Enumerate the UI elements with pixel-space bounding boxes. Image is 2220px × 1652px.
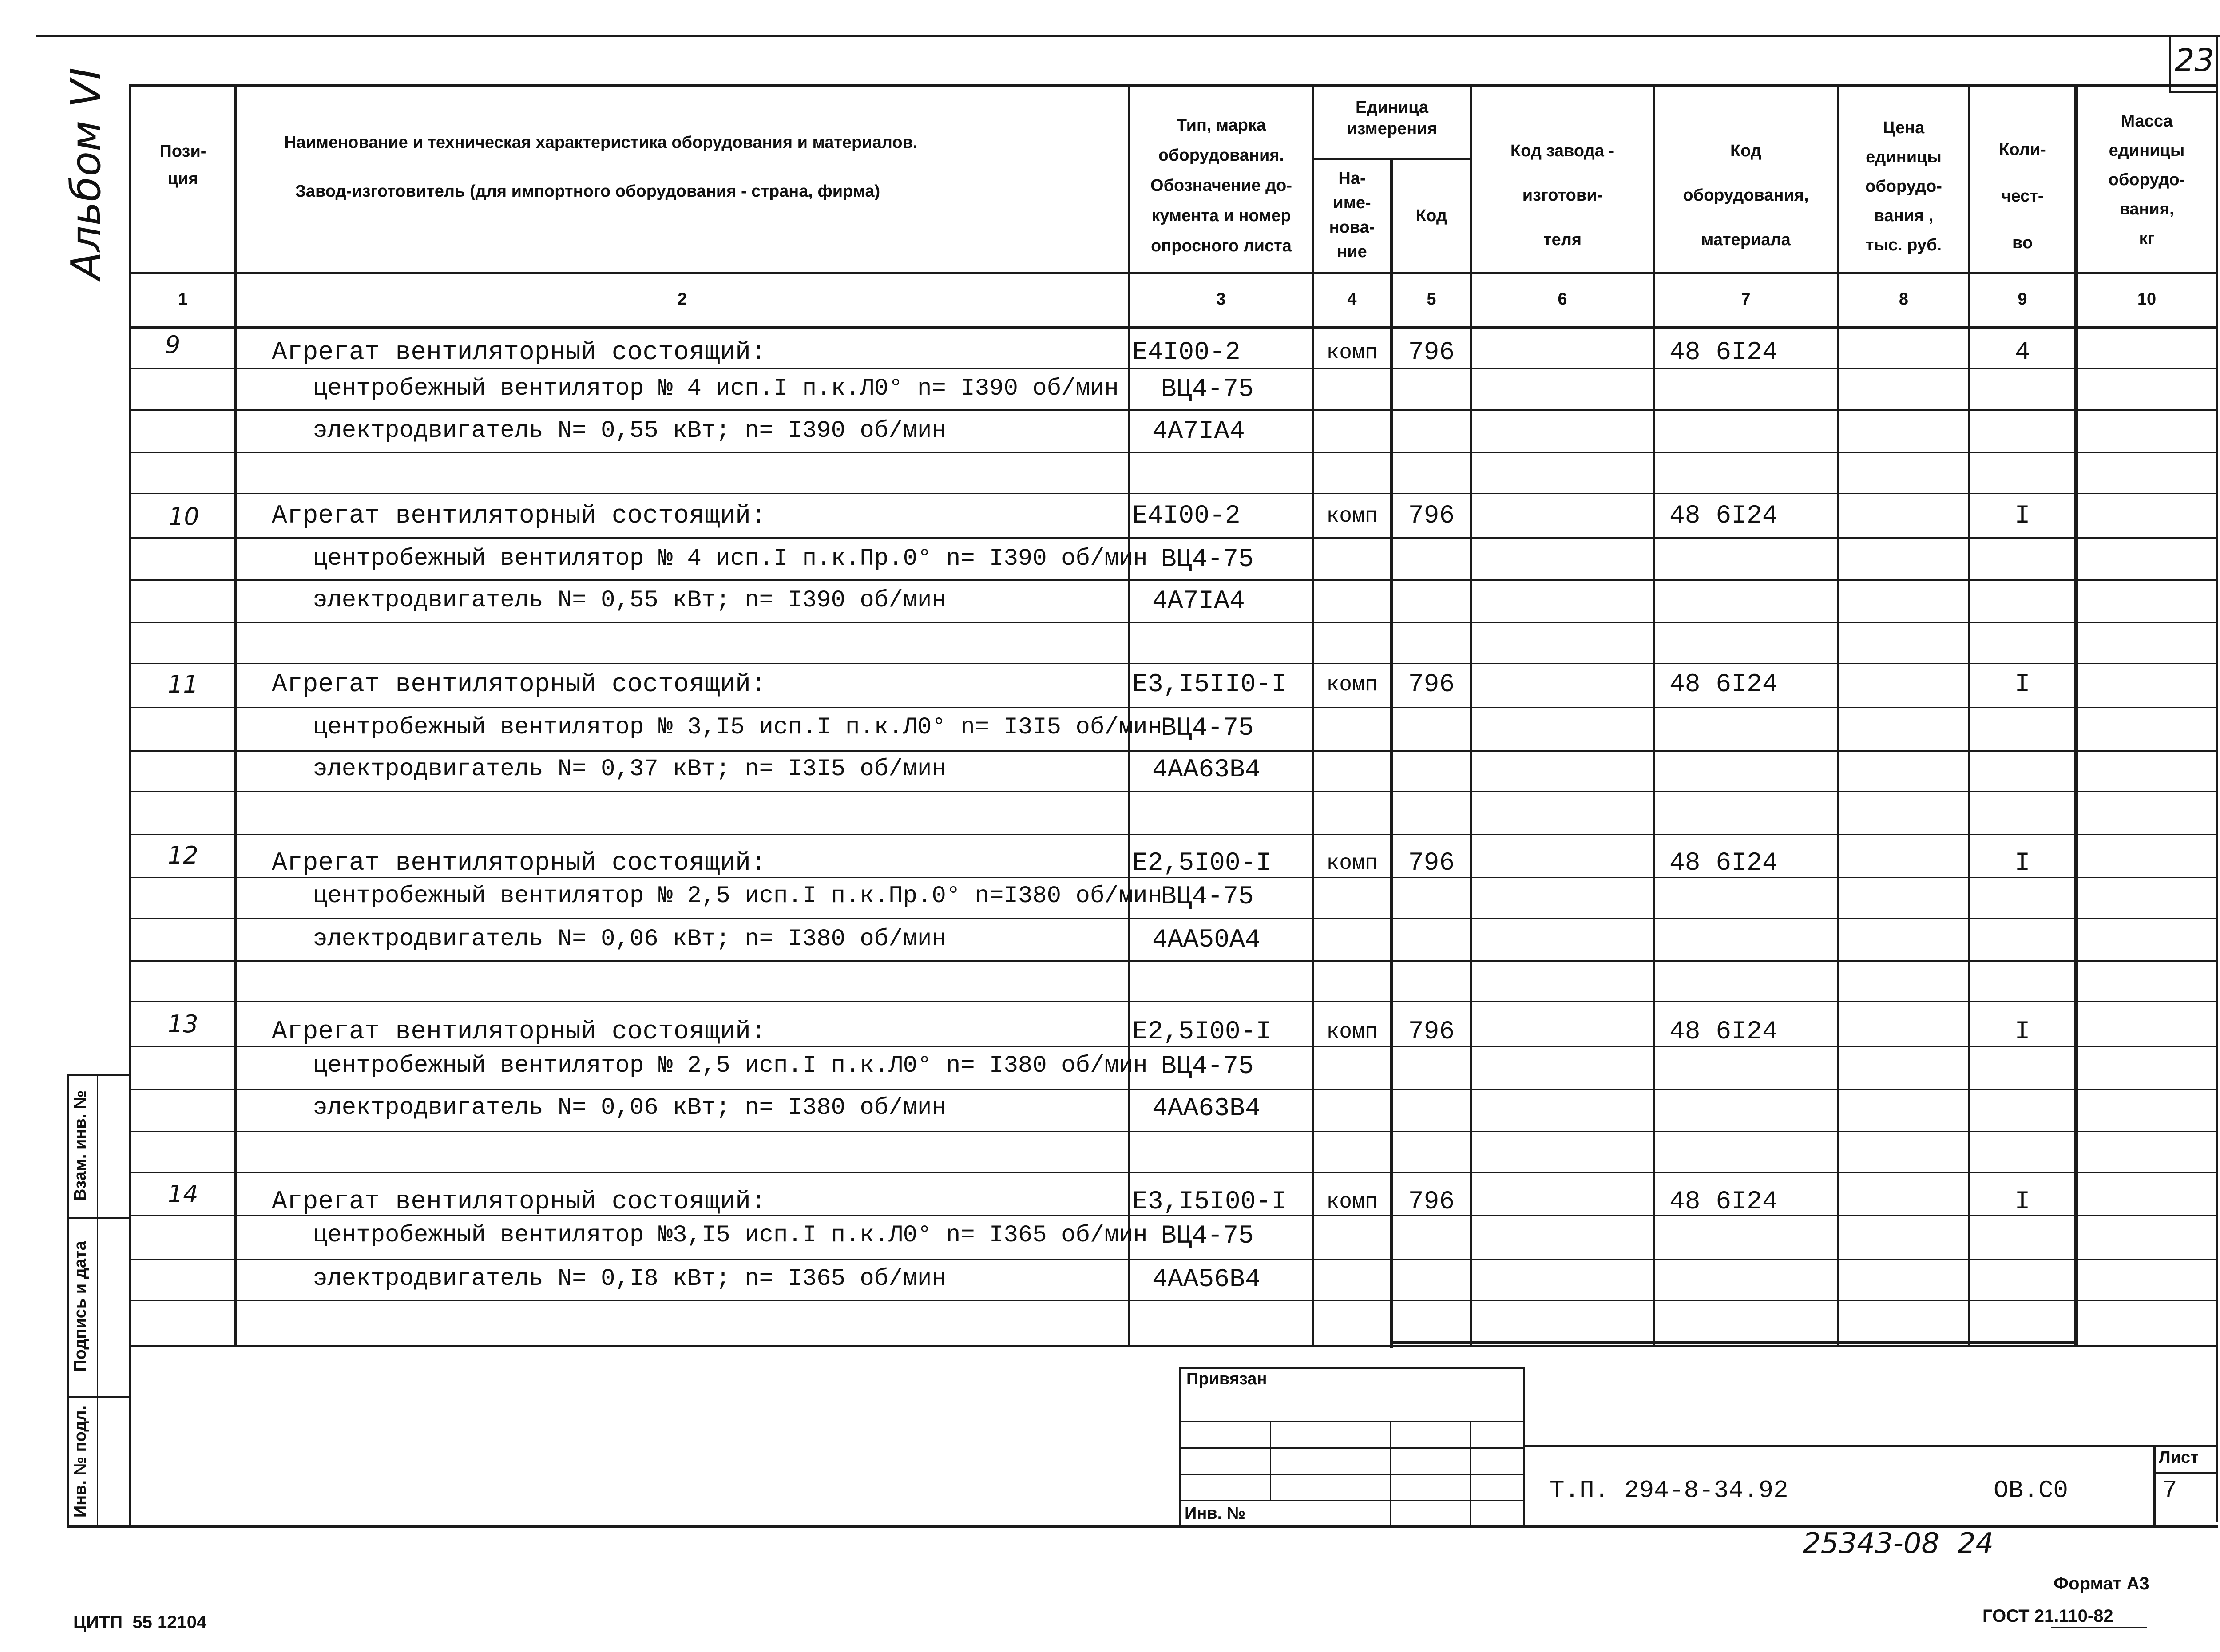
- col-line-4: [1390, 158, 1393, 1348]
- stamp-inner: [97, 1074, 98, 1527]
- row-line: [129, 409, 2216, 411]
- stamp-left-edge: [67, 1074, 69, 1527]
- row-line: [129, 663, 2216, 664]
- row-motor-type: 4АА56В4: [1152, 1265, 1261, 1294]
- row-line: [129, 707, 2216, 708]
- row-line: [129, 1259, 2216, 1260]
- row-unit: комп: [1326, 341, 1378, 365]
- footer-left: ЦИТП 55 12104: [73, 1612, 207, 1632]
- frame-top: [36, 35, 2220, 37]
- row-line: [129, 960, 2216, 962]
- row-title: Агрегат вентиляторный состоящий:: [272, 1188, 766, 1216]
- col-number-4: 4: [1347, 290, 1357, 309]
- header-price: Цена единицы оборудо- вания , тыс. руб.: [1865, 119, 1942, 254]
- sheet-number-top: 23: [2174, 42, 2215, 79]
- row-line: [129, 579, 2216, 581]
- col-number-8: 8: [1899, 290, 1909, 309]
- stamp-inv-no: Инв. № подл.: [71, 1405, 90, 1518]
- row-fan-type: ВЦ4-75: [1161, 883, 1254, 911]
- footer-format: Формат А3: [2054, 1574, 2149, 1593]
- data-block-bottom: [1390, 1341, 2078, 1344]
- row-line: [129, 750, 2216, 752]
- row-position: 9: [165, 331, 181, 359]
- row-fan-type: ВЦ4-75: [1161, 545, 1254, 574]
- row-quantity: I: [2014, 849, 2030, 878]
- row-quantity: I: [2014, 1188, 2030, 1216]
- row-fan: центробежный вентилятор № 4 исп.I п.к.Пр.0° n= I390 об/мин: [313, 545, 1148, 572]
- row-unit-code: 796: [1408, 670, 1455, 699]
- colnum-bottom: [129, 326, 2216, 329]
- row-fan-type: ВЦ4-75: [1161, 714, 1254, 743]
- header-quantity: Коли- чест- во: [1999, 140, 2046, 252]
- row-line: [129, 1172, 2216, 1173]
- row-fan: центробежный вентилятор № 3,I5 исп.I п.к.Л0° n= I3I5 об/мин: [313, 714, 1162, 741]
- row-position: 12: [168, 841, 198, 869]
- sheet-number-box-left: [2169, 35, 2171, 92]
- row-fan-type: ВЦ4-75: [1161, 375, 1254, 404]
- row-unit: комп: [1326, 1020, 1378, 1044]
- row-equipment-code: 48 6I24: [1669, 1188, 1778, 1216]
- row-motor: электродвигатель N= 0,55 кВт; n= I390 об/мин: [313, 417, 946, 444]
- row-motor-type: 4АА63В4: [1152, 1094, 1261, 1123]
- sheet-label: Лист: [2159, 1448, 2199, 1467]
- row-equipment-code: 48 6I24: [1669, 849, 1778, 878]
- privyazan-line-3: [1179, 1474, 1525, 1475]
- col-line-5: [1470, 84, 1472, 1347]
- frame-right: [2216, 35, 2218, 1522]
- doc-code-top: [1523, 1445, 2218, 1447]
- header-unit-code: Код: [1415, 206, 1447, 225]
- row-unit: комп: [1326, 673, 1378, 697]
- row-title: Агрегат вентиляторный состоящий:: [272, 670, 766, 699]
- row-motor: электродвигатель N= 0,37 кВт; n= I3I5 об/мин: [313, 756, 946, 783]
- privyazan-col-1: [1270, 1421, 1271, 1501]
- col-line-8: [1968, 84, 1970, 1347]
- row-title: Агрегат вентиляторный состоящий:: [272, 1018, 766, 1046]
- row-line: [129, 1131, 2216, 1132]
- row-position: 11: [168, 670, 198, 698]
- row-title: Агрегат вентиляторный состоящий:: [272, 502, 766, 531]
- row-unit: комп: [1326, 852, 1378, 876]
- row-type: Е3,I5I00-I: [1132, 1188, 1287, 1216]
- row-motor: электродвигатель N= 0,55 кВт; n= I390 об/мин: [313, 587, 946, 614]
- header-factory-code: Код завода - изготови- теля: [1510, 142, 1615, 249]
- header-position: Пози- ция: [159, 142, 206, 188]
- footer-gost-underline: [2051, 1627, 2147, 1628]
- sheet-value: 7: [2162, 1476, 2177, 1505]
- col-number-6: 6: [1558, 290, 1567, 309]
- row-type: Е3,I5II0-I: [1132, 670, 1287, 699]
- row-line: [129, 791, 2216, 792]
- header-name-line1: Наименование и техническая характеристика оборудования и материалов.: [284, 133, 918, 152]
- row-equipment-code: 48 6I24: [1669, 670, 1778, 699]
- row-motor-type: 4АА63В4: [1152, 756, 1261, 784]
- row-line: [129, 1300, 2216, 1301]
- row-quantity: I: [2014, 670, 2030, 699]
- privyazan-line-2: [1179, 1447, 1525, 1449]
- row-type: Е2,5I00-I: [1132, 1018, 1272, 1046]
- row-equipment-code: 48 6I24: [1669, 502, 1778, 531]
- row-line: [129, 1001, 2216, 1002]
- col-number-5: 5: [1427, 290, 1436, 309]
- inv-no-label: Инв. №: [1185, 1504, 1246, 1523]
- handwritten-number: 25343-08 24: [1803, 1527, 1994, 1560]
- row-unit-code: 796: [1408, 338, 1455, 367]
- row-line: [129, 918, 2216, 919]
- row-type: Е4I00-2: [1132, 338, 1241, 367]
- row-quantity: I: [2014, 502, 2030, 531]
- row-line: [129, 537, 2216, 539]
- row-type: Е4I00-2: [1132, 502, 1241, 531]
- stamp-replaced-inv: Взам. инв. №: [71, 1090, 90, 1201]
- row-quantity: I: [2014, 1018, 2030, 1046]
- row-fan: центробежный вентилятор № 4 исп.I п.к.Л0° n= I390 об/мин: [313, 375, 1119, 402]
- row-fan: центробежный вентилятор №3,I5 исп.I п.к.Л0° n= I365 об/мин: [313, 1222, 1148, 1249]
- header-unit: Единица измерения: [1347, 98, 1437, 138]
- row-unit-code: 796: [1408, 502, 1455, 531]
- sheet-box-left: [2153, 1445, 2156, 1527]
- row-unit-code: 796: [1408, 1188, 1455, 1216]
- header-equipment-code: Код оборудования, материала: [1683, 142, 1809, 249]
- row-position: 13: [168, 1010, 198, 1038]
- col-line-9: [2074, 84, 2078, 1347]
- header-type: Тип, марка оборудования. Обозначение до- кумента и номер опросного листа: [1150, 116, 1292, 255]
- row-unit-code: 796: [1408, 1018, 1455, 1046]
- sheet-number-box-bottom: [2169, 91, 2218, 93]
- row-unit: комп: [1326, 504, 1378, 528]
- table-body-end: [129, 1345, 2216, 1347]
- col-number-2: 2: [677, 290, 687, 309]
- col-number-9: 9: [2018, 290, 2027, 309]
- col-number-10: 10: [2137, 290, 2157, 309]
- row-equipment-code: 48 6I24: [1669, 338, 1778, 367]
- row-line: [129, 1089, 2216, 1090]
- row-fan: центробежный вентилятор № 2,5 исп.I п.к.Л0° n= I380 об/мин: [313, 1052, 1148, 1079]
- row-motor: электродвигатель N= 0,I8 кВт; n= I365 об/мин: [313, 1265, 946, 1292]
- row-fan-type: ВЦ4-75: [1161, 1222, 1254, 1251]
- row-motor: электродвигатель N= 0,06 кВт; n= I380 об/мин: [313, 1094, 946, 1121]
- row-type: Е2,5I00-I: [1132, 849, 1272, 878]
- header-name-line2: Завод-изготовитель (для импортного оборудования - страна, фирма): [295, 182, 880, 201]
- row-line: [129, 493, 2216, 494]
- title-block-top: [1179, 1367, 1525, 1369]
- doc-code: Т.П. 294-8-34.92: [1550, 1476, 1788, 1505]
- row-line: [129, 452, 2216, 453]
- row-equipment-code: 48 6I24: [1669, 1018, 1778, 1046]
- row-unit: комп: [1326, 1190, 1378, 1214]
- row-motor-type: 4А7IА4: [1152, 417, 1245, 446]
- stamp-split-3: [67, 1396, 131, 1398]
- sheet-box-split: [2153, 1472, 2218, 1474]
- privyazan-line-1: [1179, 1421, 1525, 1422]
- stamp-signature-date: Подпись и дата: [71, 1241, 90, 1372]
- row-motor-type: 4А7IА4: [1152, 587, 1245, 616]
- privyazan-col-2: [1390, 1421, 1391, 1527]
- col-number-3: 3: [1216, 290, 1226, 309]
- row-line: [129, 622, 2216, 623]
- col-line-7: [1837, 84, 1839, 1347]
- album-label: Альбом VI: [62, 67, 110, 280]
- row-motor-type: 4АА50А4: [1152, 926, 1261, 955]
- col-number-7: 7: [1741, 290, 1751, 309]
- row-line: [129, 834, 2216, 835]
- row-position: 14: [168, 1180, 198, 1208]
- row-line: [129, 368, 2216, 369]
- row-title: Агрегат вентиляторный состоящий:: [272, 849, 766, 878]
- col-line-3: [1312, 84, 1314, 1347]
- row-position: 10: [169, 503, 199, 531]
- footer-gost: ГОСТ 21.110-82: [1982, 1606, 2113, 1626]
- row-unit-code: 796: [1408, 849, 1455, 878]
- row-title: Агрегат вентиляторный состоящий:: [272, 338, 766, 367]
- table-top: [129, 84, 2216, 87]
- header-mass: Масса единицы оборудо- вания, кг: [2108, 112, 2185, 248]
- row-fan-type: ВЦ4-75: [1161, 1052, 1254, 1081]
- header-unit-name: На- име- нова- ние: [1329, 169, 1375, 261]
- privyazan-label: Привязан: [1186, 1370, 1267, 1388]
- row-fan: центробежный вентилятор № 2,5 исп.I п.к.Пр.0° n=I380 об/мин: [313, 883, 1162, 910]
- row-quantity: 4: [2014, 338, 2030, 367]
- title-block-left: [1179, 1367, 1181, 1527]
- privyazan-line-4: [1179, 1500, 1525, 1501]
- privyazan-col-3: [1470, 1421, 1471, 1527]
- col-line-1: [234, 84, 237, 1347]
- col-line-6: [1653, 84, 1655, 1347]
- row-motor: электродвигатель N= 0,06 кВт; n= I380 об/мин: [313, 926, 946, 953]
- header-bottom: [129, 272, 2216, 274]
- col-number-1: 1: [178, 290, 188, 309]
- section-code: ОВ.С0: [1994, 1476, 2069, 1505]
